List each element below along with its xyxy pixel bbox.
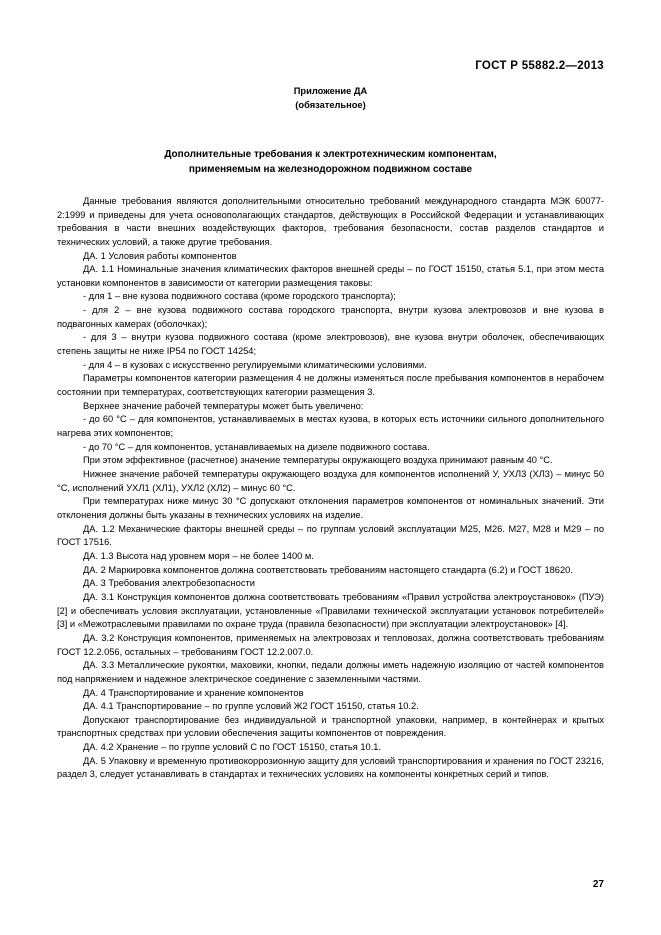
paragraph: ДА. 4.1 Транспортирование – по группе условий Ж2 ГОСТ 15150, статья 10.2. bbox=[83, 701, 419, 712]
appendix-status: (обязательное) bbox=[295, 99, 366, 110]
document-body bbox=[57, 85, 604, 782]
page-title bbox=[57, 147, 604, 178]
paragraph: ДА. 3.2 Конструкция компонентов, применяемых на электровозах и тепловозах, должна соответствовать требованиям ГОСТ 12.2.056, остальных – требованиям ГОСТ 12.2.007.0. bbox=[57, 632, 604, 657]
paragraph: ДА. 4.2 Хранение – по группе условий С по ГОСТ 15150, статья 10.1. bbox=[83, 742, 382, 753]
page-header-standard: ГОСТ Р 55882.2—2013 bbox=[475, 60, 604, 72]
appendix-label: Приложение ДА bbox=[293, 86, 368, 96]
paragraph: Допускают транспортирование без индивидуальной и транспортной упаковки, например, в контейнерах и крытых транспортных средствах при условии обеспечения защиты компонентов от повреждения. bbox=[57, 714, 604, 739]
paragraph: ДА. 1.1 Номинальные значения климатических факторов внешней среды – по ГОСТ 15150, статья 5.1, при этом места установки компонентов в зависимости от категории размещения таковы: bbox=[57, 264, 604, 288]
paragraph-block bbox=[57, 195, 604, 782]
paragraph: ДА. 4 Транспортирование и хранение компонентов bbox=[83, 687, 304, 698]
paragraph: Параметры компонентов категории размещения 4 не должны изменяться после пребывания компонентов в нерабочем состоянии при температурах, соответствующих категории размещения 3. bbox=[57, 373, 604, 398]
paragraph: ДА. 3.1 Конструкция компонентов должна соответствовать требованиям «Правил устройства электроустановок» (ПУЭ) [2] и обеспечивать условия эксплуатации, установленные «Правилами технической эксплуатации установок потребителей» [3] и «Межотраслевыми правилами по охране труда (правила безопасности) при эксплуатации электроустановок» [4]. bbox=[57, 591, 604, 630]
paragraph: Верхнее значение рабочей температуры может быть увеличено: bbox=[83, 400, 364, 411]
paragraph: - для 1 – вне кузова подвижного состава (кроме городского транспорта); bbox=[83, 291, 396, 302]
page-title-line-2: применяемым на железнодорожном подвижном составе bbox=[188, 164, 473, 176]
paragraph: ДА. 2 Маркировка компонентов должна соответствовать требованиям настоящего стандарта (6.2) и ГОСТ 18620. bbox=[83, 564, 573, 575]
paragraph: ДА. 1.2 Механические факторы внешней среды – по группам условий эксплуатации М25, М26. М27, М28 и М29 – по ГОСТ 17516. bbox=[57, 523, 604, 548]
paragraph: При этом эффективное (расчетное) значение температуры окружающего воздуха принимают равным 40 °С. bbox=[83, 455, 553, 466]
paragraph: - для 4 – в кузовах с искусственно регулируемыми климатическими условиями. bbox=[83, 359, 427, 370]
paragraph: - для 2 – вне кузова подвижного состава городского транспорта, внутри кузова электровозов и вне кузова в подвагонных камерах (оболочках); bbox=[57, 305, 604, 329]
paragraph: ДА. 1 Условия работы компонентов bbox=[83, 250, 237, 261]
page-title-line-1: Дополнительные требования к электротехническим компонентам, bbox=[164, 148, 497, 160]
paragraph: - для 3 – внутри кузова подвижного состава (кроме электровозов), вне кузова внутри оболочек, обеспечивающих степень защиты не ниже IP54 по ГОСТ 14254; bbox=[57, 332, 604, 357]
page-number: 27 bbox=[592, 879, 604, 890]
paragraph: - до 70 °С – для компонентов, устанавливаемых на дизеле подвижного состава. bbox=[83, 441, 430, 452]
paragraph: - до 60 °С – для компонентов, устанавливаемых в местах кузова, в которых есть источники сильного дополнительного нагрева этих компонентов; bbox=[57, 414, 604, 439]
paragraph: ДА. 3.3 Металлические рукоятки, маховики, кнопки, педали должны иметь надежную изоляцию от частей компонентов под напряжением и надежное электрическое соединение с заземленными частями. bbox=[57, 660, 604, 684]
paragraph: При температурах ниже минус 30 °С допускают отклонения параметров компонентов от номинальных значений. Эти отклонения должны быть указаны в технических условиях на изделие. bbox=[57, 496, 604, 520]
paragraph: ДА. 5 Упаковку и временную противокоррозионную защиту для условий транспортирования и хранения по ГОСТ 23216, раздел 3, следует устанавливать в стандартах и технических условиях на компоненты конкретных серий и типов. bbox=[57, 755, 604, 780]
paragraph: Данные требования являются дополнительными относительно требований международного стандарта МЭК 60077-2:1999 и приведены для учета основополагающих стандартов, действующих в Российской Федерации и устанавливающих требования в части внешних воздействующих факторов, требования безопасности, состав разделов стандартов и технических условий, а также другие требования. bbox=[57, 195, 604, 247]
paragraph: ДА. 1.3 Высота над уровнем моря – не более 1400 м. bbox=[83, 550, 314, 561]
paragraph: Нижнее значение рабочей температуры окружающего воздуха для компонентов исполнений У, УХЛ3 (ХЛ3) – минус 50 °С, исполнений УХЛ1 (ХЛ1), УХЛ2 (ХЛ2) – минус 60 °С. bbox=[57, 469, 604, 493]
paragraph: ДА. 3 Требования электробезопасности bbox=[83, 578, 255, 589]
